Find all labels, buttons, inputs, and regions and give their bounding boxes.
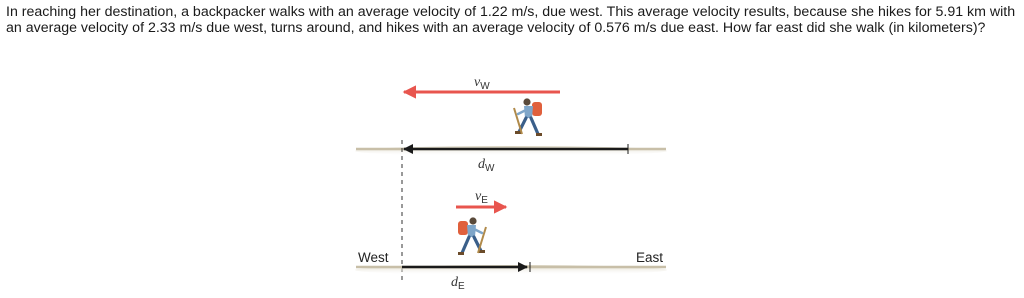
vw-label: $v_W$ [474,75,490,92]
east-label: East [636,250,664,265]
hiker-east-icon [458,217,486,255]
question-text: In reaching her destination, a backpacker walks with an average velocity of 1.22 m/s, due west. This average velocity results, because she hikes for 5.91 km with an average velocity of 2.33 m/s due west, turns around, and hikes with an average velocity of 0.576 m/s due east. How far east did she walk (in kilometers)? [6,4,1016,36]
west-label: West [358,250,389,265]
de-label: $d_E$ [451,275,465,292]
ve-label: $v_E$ [475,189,488,206]
hiker-west-icon [514,98,542,136]
dw-label: $d_W$ [478,157,495,174]
